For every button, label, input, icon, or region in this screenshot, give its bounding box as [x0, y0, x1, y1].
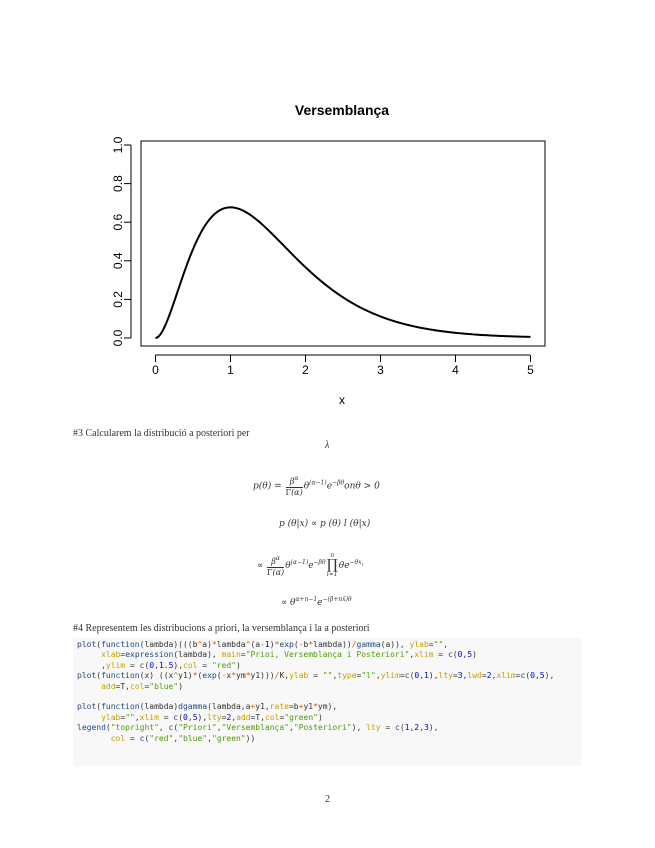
- chart-title: Versemblança: [294, 102, 390, 118]
- code-line: legend("topright", c("Priori","Versemblança","Posteriori"), lty = c(1,2,3),: [77, 723, 439, 733]
- lambda-symbol: λ: [325, 440, 330, 451]
- code-line: ,ylim = c(0,1.5),col = "red"): [77, 660, 241, 670]
- paragraph-posterior: #3 Calcularem la distribució a posteriori per: [73, 428, 250, 439]
- x-tick-label: 0: [152, 363, 159, 377]
- y-tick-label: 0.4: [111, 252, 125, 270]
- code-line: ylab="",xlim = c(0,5),lty=2,add=T,col="green"): [101, 712, 323, 722]
- x-tick-label: 5: [527, 363, 534, 377]
- code-line: xlab=expression(lambda), main="Prioi, Versemblança i Posteriori",xlim = c(0,5): [101, 650, 477, 660]
- code-line: add=T,col="blue"): [101, 681, 184, 691]
- equation-proportional: p (θ|x) ∝ p (θ) l (θ|x): [279, 519, 371, 529]
- likelihood-curve: [156, 207, 531, 338]
- plot-box: [141, 141, 545, 346]
- y-tick-label: 0.6: [111, 213, 125, 231]
- x-axis-label: x: [339, 393, 345, 407]
- code-line: plot(function(lambda)(((b^a)*lambda^(a-1)*exp(-b*lambda))/gamma(a)), ylab="",: [77, 640, 449, 649]
- x-tick-label: 2: [302, 363, 309, 377]
- code-line: plot(function(x) ((x^y1)*(exp(-x*ym*y1)))/K,ylab = "",type="l",ylim=c(0,1),lty=3,lwd=2,xlim=c(0,5),: [77, 671, 555, 681]
- y-axis-ticks: [111, 136, 131, 346]
- equation-posterior-kernel: ∝ $\theta^{\alpha+n-1}e^{-(\beta+nx̄)\theta}$: [281, 596, 352, 608]
- x-axis-ticks: [152, 355, 534, 377]
- code-line: plot(function(lambda)dgamma(lambda,a+y1,rate=b+y1*ym),: [77, 702, 338, 712]
- y-tick-label: 0.8: [111, 175, 125, 192]
- x-tick-label: 3: [377, 363, 384, 377]
- equation-posterior-expanded: ∝ $\frac{\beta^\alpha}{\Gamma(\alpha)}$ $\theta^{(\alpha-1)}e^{-\beta\theta}$ n ∏ i=1 $\theta e^{-\theta x_i}$: [257, 552, 364, 578]
- code-block: [73, 638, 581, 766]
- page-number: 2: [325, 794, 330, 805]
- paragraph-representation: #4 Representem les distribucions a priori, la versemblança i la a posteriori: [73, 623, 370, 634]
- code-line: [77, 692, 577, 702]
- y-tick-label: 0.0: [111, 329, 125, 347]
- x-tick-label: 4: [452, 363, 459, 377]
- equation-prior: p(θ) = $\frac{\beta^\alpha}{\Gamma(\alpha)}$ $\theta^{(\alpha-1)}e^{-\beta\theta}on\theta > 0$: [253, 475, 380, 497]
- y-tick-label: 0.2: [111, 291, 125, 308]
- x-tick-label: 1: [227, 363, 234, 377]
- y-tick-label: 1.0: [111, 136, 125, 154]
- code-line: col = c("red","blue","green")): [110, 733, 256, 743]
